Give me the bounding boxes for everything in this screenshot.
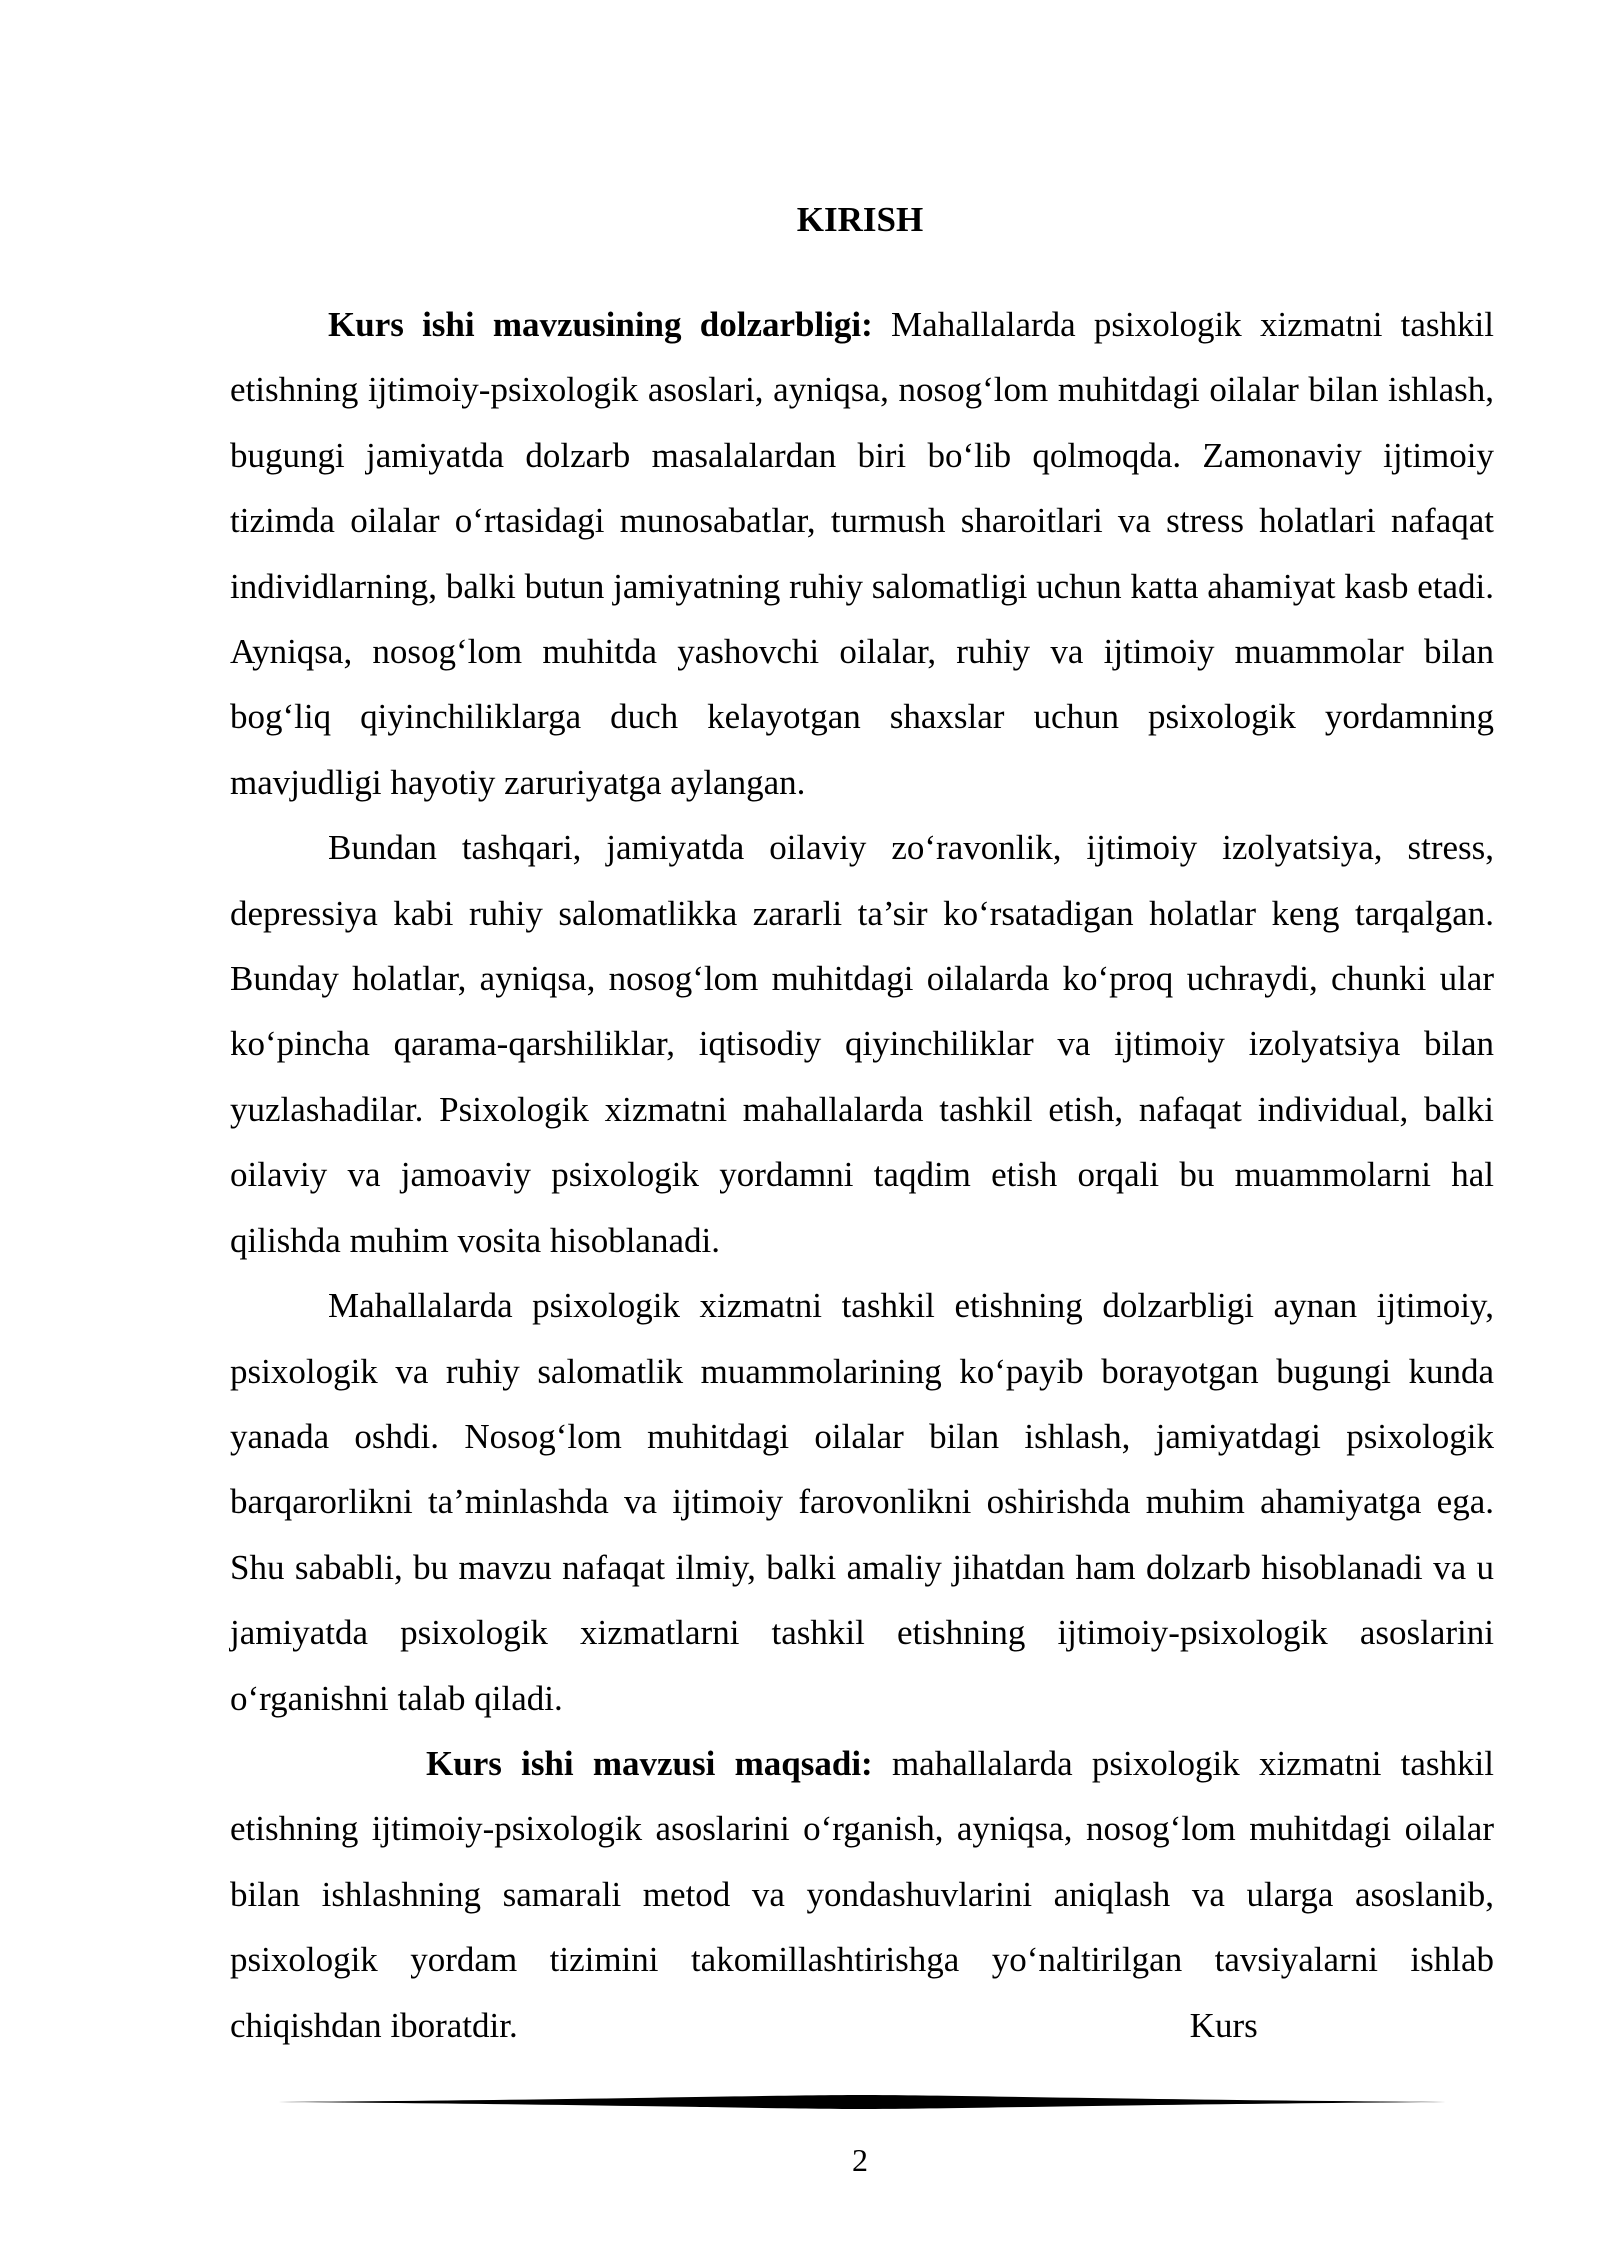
paragraph-text-relevance: Mahallalarda psixologik xizmatni tashkil etishning ijtimoiy-psixologik asoslari, ayniqsa, nosog‘lom muhitdagi oilalar bilan ishlash, bugungi jamiyatda dolzarb masalalardan biri bo‘lib qolmoqda. Zamonaviy ijtimoiy tizimda oilalar o‘rtasidagi munosabatlar, turmush sharoitlari va stress holatlari nafaqat individlarning, balki butun jamiyatning ruhiy salomatligi uchun katta ahamiyat kasb etadi. Ayniqsa, nosog‘lom muhitda yashovchi oilalar, ruhiy va ijtimoiy muammolar bilan bog‘liq qiyinchiliklarga duch kelayotgan shaxslar uchun psixologik yordamning mavjudligi hayotiy zaruriyatga aylangan. (230, 305, 1494, 802)
paragraph-trailing-word: Kurs (1189, 2005, 1258, 2045)
paragraph-text-2: Bundan tashqari, jamiyatda oilaviy zo‘ravonlik, ijtimoiy izolyatsiya, stress, depressiya kabi ruhiy salomatlikka zararli ta’sir ko‘rsatadigan holatlar keng tarqalgan. Bunday holatlar, ayniqsa, nosog‘lom muhitdagi oilalarda ko‘proq uchraydi, chunki ular ko‘pincha qarama-qarshiliklar, iqtisodiy qiyinchiliklar va ijtimoiy izolyatsiya bilan yuzlashadilar. Psixologik xizmatni mahallalarda tashkil etish, nafaqat individual, balki oilaviy va jamoaviy psixologik yordamni taqdim etish orqali bu muammolarni hal qilishda muhim vosita hisoblanadi. (230, 828, 1494, 1260)
paragraph-text-3: Mahallalarda psixologik xizmatni tashkil etishning dolzarbligi aynan ijtimoiy, psixologik va ruhiy salomatlik muammolarining ko‘payib borayotgan bugungi kunda yanada oshdi. Nosog‘lom muhitdagi oilalar bilan ishlash, jamiyatdagi psixologik barqarorlikni ta’minlashda va ijtimoiy farovonlikni oshirishda muhim ahamiyatga ega. Shu sababli, bu mavzu nafaqat ilmiy, balki amaliy jihatdan ham dolzarb hisoblanadi va u jamiyatda psixologik xizmatlarni tashkil etishning ijtimoiy-psixologik asoslarini o‘rganishni talab qiladi. (230, 1286, 1494, 1718)
paragraph-lead-relevance: Kurs ishi mavzusining dolzarbligi: (328, 305, 873, 344)
page-number: 2 (852, 2142, 868, 2178)
paragraph-body-3 (230, 1273, 1494, 1731)
section-heading: KIRISH (796, 200, 924, 239)
paragraph-body-2 (230, 815, 1494, 1273)
paragraph-goal (230, 1731, 1494, 2058)
paragraph-text-goal: mahallalarda psixologik xizmatni tashkil etishning ijtimoiy-psixologik asoslarini o‘rganish, ayniqsa, nosog‘lom muhitdagi oilalar bilan ishlashning samarali metod va yondashuvlarini aniqlash va ularga asoslanib, psixologik yordam tizimini takomillashtirishga yo‘naltirilgan tavsiyalarni ishlab chiqishdan iboratdir. (230, 1743, 1494, 2045)
body-text (230, 292, 1494, 2058)
paragraph-relevance (230, 292, 1494, 815)
paragraph-lead-goal: Kurs ishi mavzusi maqsadi: (426, 1743, 873, 1783)
footer-divider (278, 2094, 1446, 2110)
